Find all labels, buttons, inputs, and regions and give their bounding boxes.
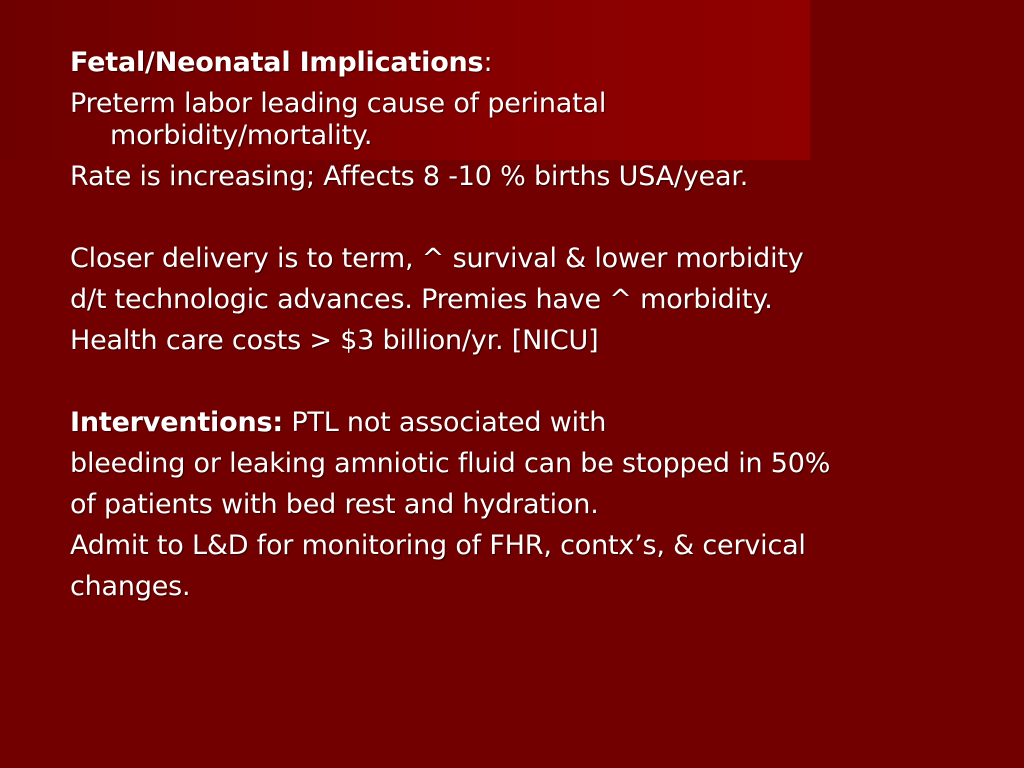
text-line: Health care costs > $3 billion/yr. [NICU]: [70, 325, 599, 356]
heading-colon: :: [483, 47, 493, 78]
text-line-continuation: morbidity/mortality.: [110, 120, 373, 151]
blank-line: [70, 361, 970, 402]
text-line: d/t technologic advances. Premies have ^ morbidity.: [70, 284, 773, 315]
interventions-line: [70, 402, 970, 443]
heading-line: [70, 42, 970, 83]
text-line: of patients with bed rest and hydration.: [70, 489, 599, 520]
interventions-text: PTL not associated with: [282, 407, 607, 438]
text-line: Rate is increasing; Affects 8 -10 % births USA/year.: [70, 161, 749, 192]
text-line: Admit to L&D for monitoring of FHR, contx’s, & cervical: [70, 530, 806, 561]
text-line: Preterm labor leading cause of perinatal: [70, 88, 607, 119]
blank-line: [70, 197, 970, 238]
slide-content: [70, 42, 970, 607]
interventions-label: Interventions:: [70, 407, 283, 438]
text-line: bleeding or leaking amniotic fluid can be stopped in 50%: [70, 448, 831, 479]
text-line: changes.: [70, 571, 191, 602]
text-line: Closer delivery is to term, ^ survival & lower morbidity: [70, 243, 804, 274]
slide-heading: Fetal/Neonatal Implications: [70, 47, 484, 78]
